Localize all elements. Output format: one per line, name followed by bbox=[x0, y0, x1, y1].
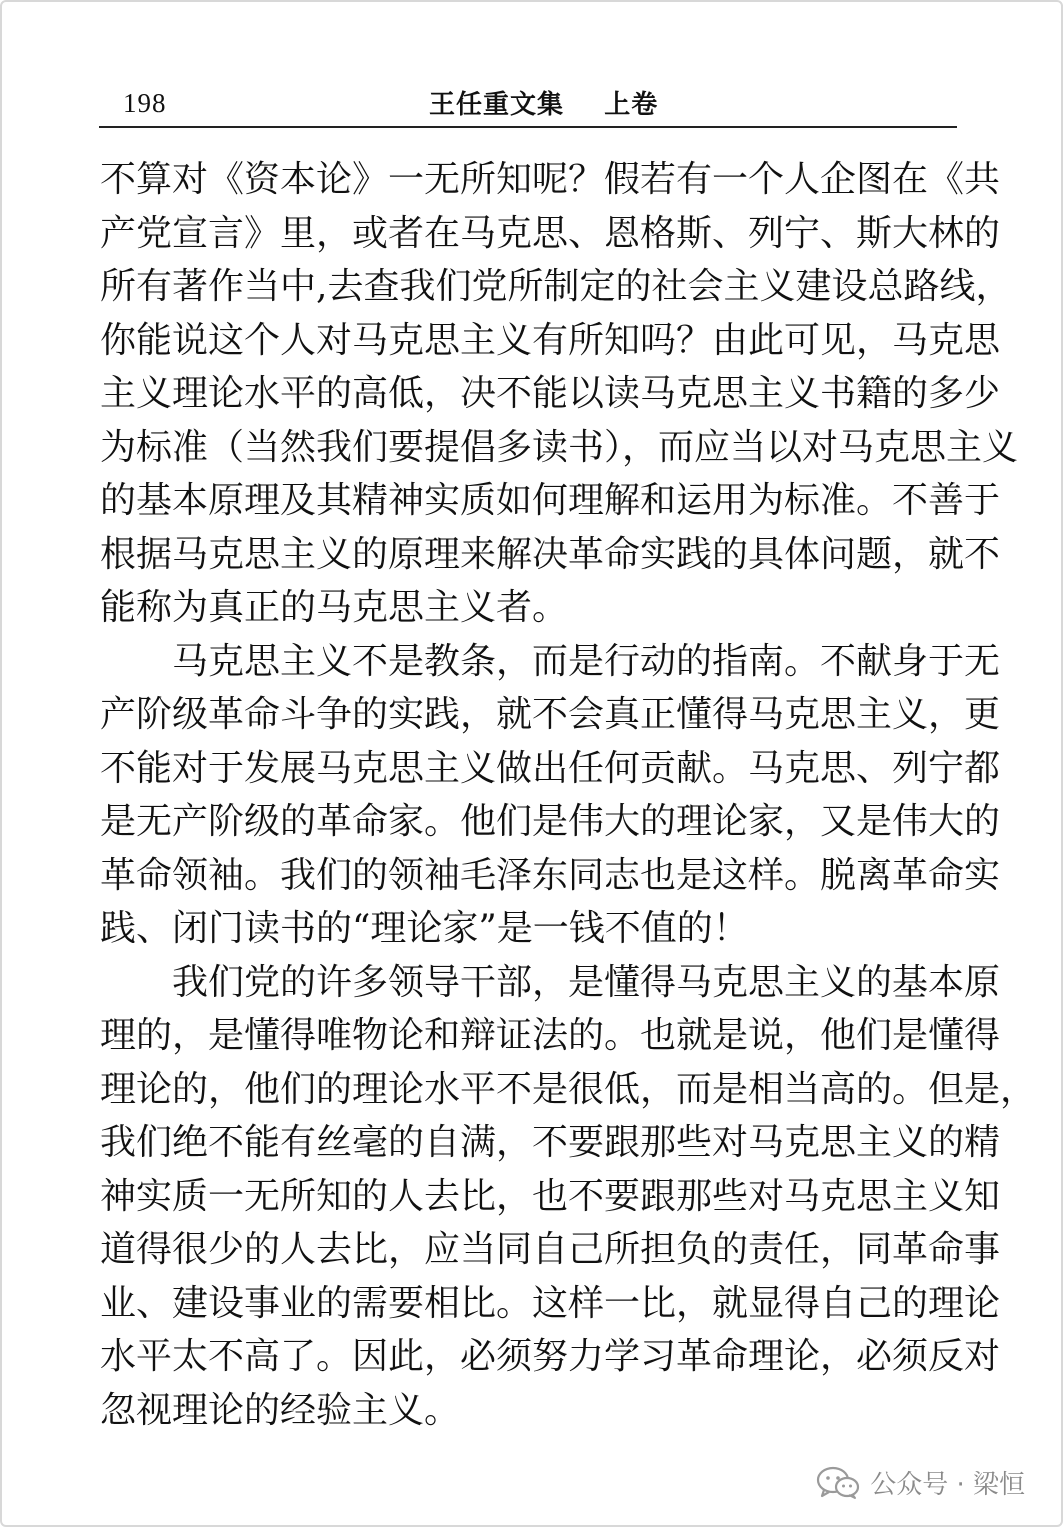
text-line: 根据马克思主义的原理来解决革命实践的具体问题，就不 bbox=[100, 533, 1001, 575]
text-line: 业、建设事业的需要相比。这样一比，就显得自己的理论 bbox=[100, 1282, 1001, 1324]
watermark-text: 公众号 · 梁恒 bbox=[870, 1470, 1025, 1500]
text-line: 的基本原理及其精神实质如何理解和运用为标准。不善于 bbox=[100, 480, 1001, 521]
paragraph-3 bbox=[100, 956, 1037, 1438]
text-line: 是无产阶级的革命家。他们是伟大的理论家，又是伟大的 bbox=[100, 801, 1001, 842]
text-line: 所有著作当中,去查我们党所制定的社会主义建设总路线， bbox=[100, 266, 1012, 307]
text-line: 水平太不高了。因此，必须努力学习革命理论，必须反对 bbox=[100, 1336, 1001, 1377]
text-line: 为标准（当然我们要提倡多读书），而应当以对马克思主义 bbox=[100, 426, 1019, 468]
text-line: 我们党的许多领导干部，是懂得马克思主义的基本原 bbox=[172, 961, 1001, 1003]
page-number: 198 bbox=[123, 88, 167, 118]
text-line: 我们绝不能有丝毫的自满，不要跟那些对马克思主义的精 bbox=[100, 1122, 1001, 1163]
text-line: 产阶级革命斗争的实践，就不会真正懂得马克思主义，更 bbox=[100, 694, 1001, 735]
text-line: 不算对《资本论》一无所知呢？假若有一个人企图在《共 bbox=[100, 159, 1001, 200]
text-line: 能称为真正的马克思主义者。 bbox=[100, 587, 569, 628]
text-line: 马克思主义不是教条，而是行动的指南。不献身于无 bbox=[172, 640, 1001, 682]
paragraph-1 bbox=[100, 153, 1019, 635]
text-line: 忽视理论的经验主义。 bbox=[100, 1389, 461, 1431]
text-line: 神实质一无所知的人去比，也不要跟那些对马克思主义知 bbox=[100, 1175, 1001, 1217]
text-line: 产党宣言》里，或者在马克思、恩格斯、列宁、斯大林的 bbox=[100, 212, 1001, 254]
watermark bbox=[816, 1464, 1025, 1501]
text-line: 主义理论水平的高低，决不能以读马克思主义书籍的多少 bbox=[100, 373, 1001, 414]
text-line: 道得很少的人去比，应当同自己所担负的责任，同革命事 bbox=[100, 1229, 1001, 1270]
text-line: 理的，是懂得唯物论和辩证法的。也就是说，他们是懂得 bbox=[100, 1015, 1001, 1056]
text-line: 践、闭门读书的“理论家”是一钱不值的！ bbox=[100, 908, 749, 949]
text-line: 你能说这个人对马克思主义有所知吗？由此可见，马克思 bbox=[100, 319, 1001, 361]
wechat-icon bbox=[816, 1466, 860, 1500]
text-line: 革命领袖。我们的领袖毛泽东同志也是这样。脱离革命实 bbox=[100, 854, 1001, 896]
running-title: 王任重文集 上卷 bbox=[429, 90, 659, 120]
body-text bbox=[100, 153, 1037, 1437]
page-header bbox=[99, 80, 957, 128]
text-line: 不能对于发展马克思主义做出任何贡献。马克思、列宁都 bbox=[100, 747, 1001, 789]
paragraph-2 bbox=[100, 635, 1001, 956]
text-line: 理论的，他们的理论水平不是很低，而是相当高的。但是， bbox=[100, 1068, 1037, 1110]
